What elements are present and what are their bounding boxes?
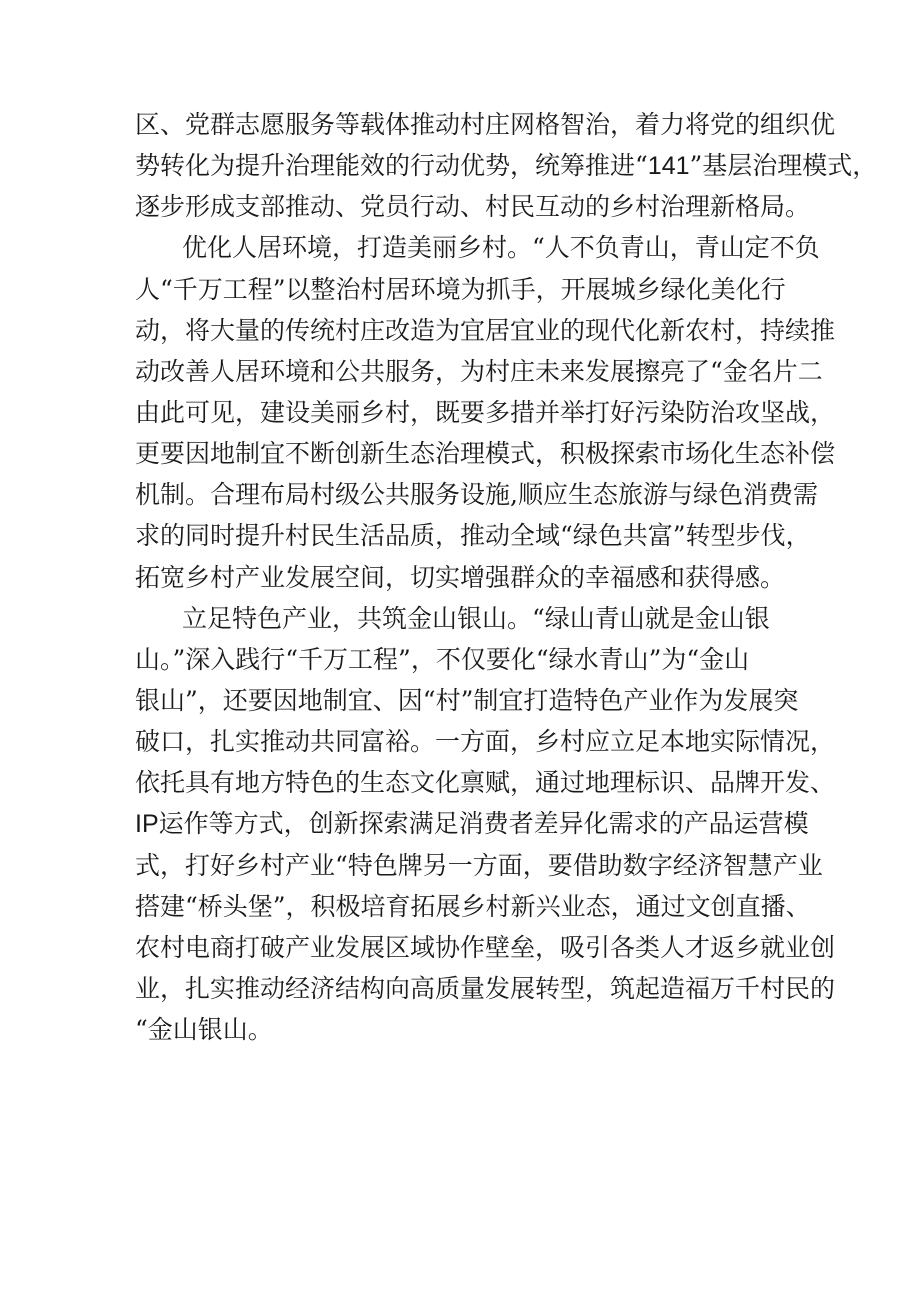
text-line: 动改善人居环境和公共服务，为村庄未来发展擦亮了“金名片二 [135, 356, 823, 386]
text-line: 区、党群志愿服务等载体推动村庄网格智治，着力将党的组织优 [135, 110, 836, 139]
text-line: 势转化为提升治理能效的行动优势，统筹推进“141”基层治理模式， [135, 151, 878, 181]
text-line: 动，将大量的传统村庄改造为宜居宜业的现代化新农村，持续推 [135, 315, 836, 345]
text-line: IP运作等方式，创新探索满足消费者差异化需求的产品运营模 [135, 809, 809, 839]
text-line: 立足特色产业，共筑金山银山。“绿山青山就是金山银 [182, 603, 770, 633]
text-line: 依托具有地方特色的生态文化禀赋，通过地理标识、品牌开发、 [135, 768, 836, 798]
text-line: 机制。合理布局村级公共服务设施,顺应生态旅游与绿色消费需 [135, 480, 818, 510]
text-line: 求的同时提升村民生活品质，推动全域“绿色共富”转型步伐， [135, 521, 811, 551]
text-line: 由此可见，建设美丽乡村，既要多措并举打好污染防治攻坚战， [135, 397, 836, 427]
text-line: 搭建“桥头堡”，积极培育拓展乡村新兴业态，通过文创直播、 [135, 891, 811, 921]
document-body [135, 104, 878, 1050]
text-line: 更要因地制宜不断创新生态治理模式，积极探索市场化生态补偿 [135, 439, 836, 469]
text-line: 山。”深入践行“千万工程”，不仅要化“绿水青山”为“金山 [135, 644, 750, 674]
text-line: 破口，扎实推动共同富裕。一方面，乡村应立足本地实际情况， [135, 727, 836, 757]
text-line: 人“千万工程”以整治村居环境为抓手，开展城乡绿化美化行 [135, 274, 786, 304]
text-line: 式，打好乡村产业“特色牌另一方面，要借助数字经济智慧产业 [135, 850, 823, 880]
text-line: 银山”，还要因地制宜、因“村”制宜打造特色产业作为发展突 [135, 685, 799, 715]
text-line: “金山银山。 [135, 1015, 273, 1045]
text-line: 农村电商打破产业发展区域协作壁垒，吸引各类人才返乡就业创 [135, 932, 836, 962]
text-line: 业，扎实推动经济结构向高质量发展转型，筑起造福万千村民的 [135, 973, 836, 1003]
text-line: 拓宽乡村产业发展空间，切实增强群众的幸福感和获得感。 [135, 562, 786, 592]
text-line: 优化人居环境，打造美丽乡村。“人不负青山，青山定不负 [182, 233, 820, 263]
text-line: 逐步形成支部推动、党员行动、村民互动的乡村治理新格局。 [135, 192, 811, 222]
